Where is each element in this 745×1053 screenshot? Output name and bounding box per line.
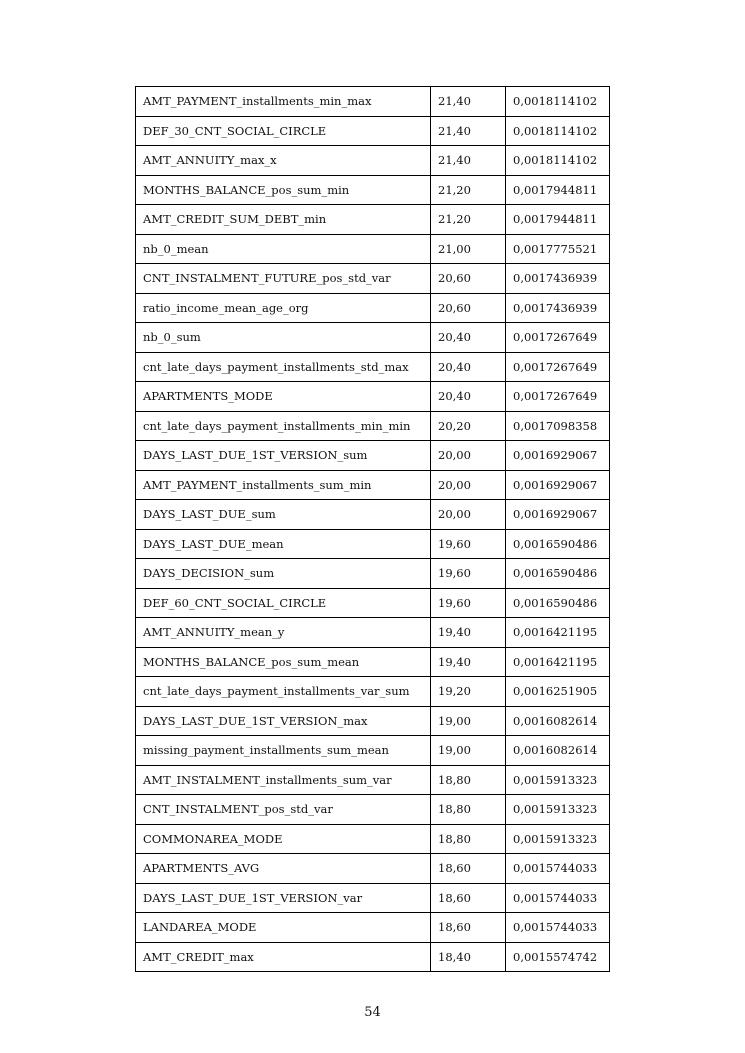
score-cell: 18,60 bbox=[431, 854, 506, 884]
feature-name-cell: cnt_late_days_payment_installments_min_min bbox=[136, 411, 431, 441]
importance-cell: 0,0017944811 bbox=[506, 205, 610, 235]
importance-cell: 0,0015913323 bbox=[506, 824, 610, 854]
importance-cell: 0,0017267649 bbox=[506, 323, 610, 353]
table-row bbox=[136, 529, 610, 559]
importance-cell: 0,0016590486 bbox=[506, 559, 610, 589]
score-cell: 19,40 bbox=[431, 647, 506, 677]
importance-cell: 0,0017267649 bbox=[506, 382, 610, 412]
feature-name-cell: CNT_INSTALMENT_pos_std_var bbox=[136, 795, 431, 825]
score-cell: 19,60 bbox=[431, 559, 506, 589]
table-row bbox=[136, 116, 610, 146]
importance-cell: 0,0017944811 bbox=[506, 175, 610, 205]
feature-name-cell: cnt_late_days_payment_installments_std_max bbox=[136, 352, 431, 382]
importance-cell: 0,0016421195 bbox=[506, 647, 610, 677]
table-row bbox=[136, 323, 610, 353]
importance-cell: 0,0016590486 bbox=[506, 588, 610, 618]
importance-cell: 0,0017436939 bbox=[506, 293, 610, 323]
score-cell: 20,00 bbox=[431, 441, 506, 471]
feature-name-cell: DAYS_LAST_DUE_1ST_VERSION_max bbox=[136, 706, 431, 736]
table-row bbox=[136, 854, 610, 884]
table-body bbox=[136, 87, 610, 972]
importance-cell: 0,0016929067 bbox=[506, 470, 610, 500]
table-row bbox=[136, 942, 610, 972]
score-cell: 21,00 bbox=[431, 234, 506, 264]
importance-cell: 0,0018114102 bbox=[506, 87, 610, 117]
table-row bbox=[136, 559, 610, 589]
score-cell: 19,40 bbox=[431, 618, 506, 648]
score-cell: 21,20 bbox=[431, 175, 506, 205]
score-cell: 20,40 bbox=[431, 323, 506, 353]
feature-name-cell: nb_0_mean bbox=[136, 234, 431, 264]
score-cell: 20,00 bbox=[431, 470, 506, 500]
feature-name-cell: cnt_late_days_payment_installments_var_sum bbox=[136, 677, 431, 707]
score-cell: 21,20 bbox=[431, 205, 506, 235]
score-cell: 19,00 bbox=[431, 706, 506, 736]
importance-cell: 0,0015744033 bbox=[506, 883, 610, 913]
table-row bbox=[136, 736, 610, 766]
score-cell: 21,40 bbox=[431, 146, 506, 176]
feature-name-cell: CNT_INSTALMENT_FUTURE_pos_std_var bbox=[136, 264, 431, 294]
score-cell: 20,00 bbox=[431, 500, 506, 530]
importance-cell: 0,0017436939 bbox=[506, 264, 610, 294]
feature-name-cell: LANDAREA_MODE bbox=[136, 913, 431, 943]
score-cell: 21,40 bbox=[431, 116, 506, 146]
feature-name-cell: DAYS_LAST_DUE_1ST_VERSION_sum bbox=[136, 441, 431, 471]
table-row bbox=[136, 913, 610, 943]
score-cell: 20,20 bbox=[431, 411, 506, 441]
importance-cell: 0,0016929067 bbox=[506, 441, 610, 471]
feature-name-cell: AMT_ANNUITY_max_x bbox=[136, 146, 431, 176]
table-row bbox=[136, 706, 610, 736]
page-number: 54 bbox=[364, 1005, 381, 1020]
table-row bbox=[136, 588, 610, 618]
importance-cell: 0,0018114102 bbox=[506, 116, 610, 146]
table-row bbox=[136, 264, 610, 294]
table-row bbox=[136, 382, 610, 412]
feature-name-cell: AMT_INSTALMENT_installments_sum_var bbox=[136, 765, 431, 795]
table-row bbox=[136, 87, 610, 117]
table-row bbox=[136, 883, 610, 913]
table-row bbox=[136, 500, 610, 530]
table-row bbox=[136, 146, 610, 176]
importance-cell: 0,0015913323 bbox=[506, 795, 610, 825]
feature-name-cell: COMMONAREA_MODE bbox=[136, 824, 431, 854]
importance-cell: 0,0018114102 bbox=[506, 146, 610, 176]
table-row bbox=[136, 677, 610, 707]
importance-cell: 0,0017267649 bbox=[506, 352, 610, 382]
importance-cell: 0,0017098358 bbox=[506, 411, 610, 441]
score-cell: 20,60 bbox=[431, 293, 506, 323]
table-row bbox=[136, 352, 610, 382]
score-cell: 18,80 bbox=[431, 824, 506, 854]
feature-name-cell: MONTHS_BALANCE_pos_sum_min bbox=[136, 175, 431, 205]
table-row bbox=[136, 618, 610, 648]
score-cell: 20,40 bbox=[431, 382, 506, 412]
feature-name-cell: DEF_60_CNT_SOCIAL_CIRCLE bbox=[136, 588, 431, 618]
score-cell: 18,80 bbox=[431, 765, 506, 795]
table-row bbox=[136, 234, 610, 264]
feature-name-cell: ratio_income_mean_age_org bbox=[136, 293, 431, 323]
importance-cell: 0,0015744033 bbox=[506, 913, 610, 943]
table-row bbox=[136, 795, 610, 825]
importance-cell: 0,0016251905 bbox=[506, 677, 610, 707]
table-row bbox=[136, 647, 610, 677]
table-row bbox=[136, 441, 610, 471]
score-cell: 21,40 bbox=[431, 87, 506, 117]
table-row bbox=[136, 175, 610, 205]
importance-cell: 0,0016082614 bbox=[506, 736, 610, 766]
feature-name-cell: DAYS_LAST_DUE_mean bbox=[136, 529, 431, 559]
feature-name-cell: AMT_PAYMENT_installments_sum_min bbox=[136, 470, 431, 500]
score-cell: 19,00 bbox=[431, 736, 506, 766]
feature-name-cell: AMT_CREDIT_max bbox=[136, 942, 431, 972]
score-cell: 20,40 bbox=[431, 352, 506, 382]
score-cell: 19,60 bbox=[431, 588, 506, 618]
importance-cell: 0,0015744033 bbox=[506, 854, 610, 884]
score-cell: 18,60 bbox=[431, 913, 506, 943]
table-row bbox=[136, 470, 610, 500]
score-cell: 20,60 bbox=[431, 264, 506, 294]
importance-cell: 0,0015913323 bbox=[506, 765, 610, 795]
importance-cell: 0,0016929067 bbox=[506, 500, 610, 530]
score-cell: 18,60 bbox=[431, 883, 506, 913]
feature-name-cell: APARTMENTS_MODE bbox=[136, 382, 431, 412]
score-cell: 18,40 bbox=[431, 942, 506, 972]
table-row bbox=[136, 824, 610, 854]
feature-name-cell: APARTMENTS_AVG bbox=[136, 854, 431, 884]
feature-name-cell: nb_0_sum bbox=[136, 323, 431, 353]
feature-name-cell: AMT_ANNUITY_mean_y bbox=[136, 618, 431, 648]
table-row bbox=[136, 411, 610, 441]
importance-cell: 0,0015574742 bbox=[506, 942, 610, 972]
importance-cell: 0,0016421195 bbox=[506, 618, 610, 648]
score-cell: 19,20 bbox=[431, 677, 506, 707]
table-row bbox=[136, 205, 610, 235]
importance-cell: 0,0016590486 bbox=[506, 529, 610, 559]
table-row bbox=[136, 765, 610, 795]
feature-name-cell: DAYS_DECISION_sum bbox=[136, 559, 431, 589]
feature-name-cell: AMT_PAYMENT_installments_min_max bbox=[136, 87, 431, 117]
feature-name-cell: DEF_30_CNT_SOCIAL_CIRCLE bbox=[136, 116, 431, 146]
importance-cell: 0,0016082614 bbox=[506, 706, 610, 736]
feature-name-cell: DAYS_LAST_DUE_sum bbox=[136, 500, 431, 530]
importance-cell: 0,0017775521 bbox=[506, 234, 610, 264]
score-cell: 18,80 bbox=[431, 795, 506, 825]
feature-importance-table bbox=[135, 86, 610, 972]
feature-name-cell: DAYS_LAST_DUE_1ST_VERSION_var bbox=[136, 883, 431, 913]
score-cell: 19,60 bbox=[431, 529, 506, 559]
feature-name-cell: missing_payment_installments_sum_mean bbox=[136, 736, 431, 766]
feature-name-cell: AMT_CREDIT_SUM_DEBT_min bbox=[136, 205, 431, 235]
feature-name-cell: MONTHS_BALANCE_pos_sum_mean bbox=[136, 647, 431, 677]
table-row bbox=[136, 293, 610, 323]
